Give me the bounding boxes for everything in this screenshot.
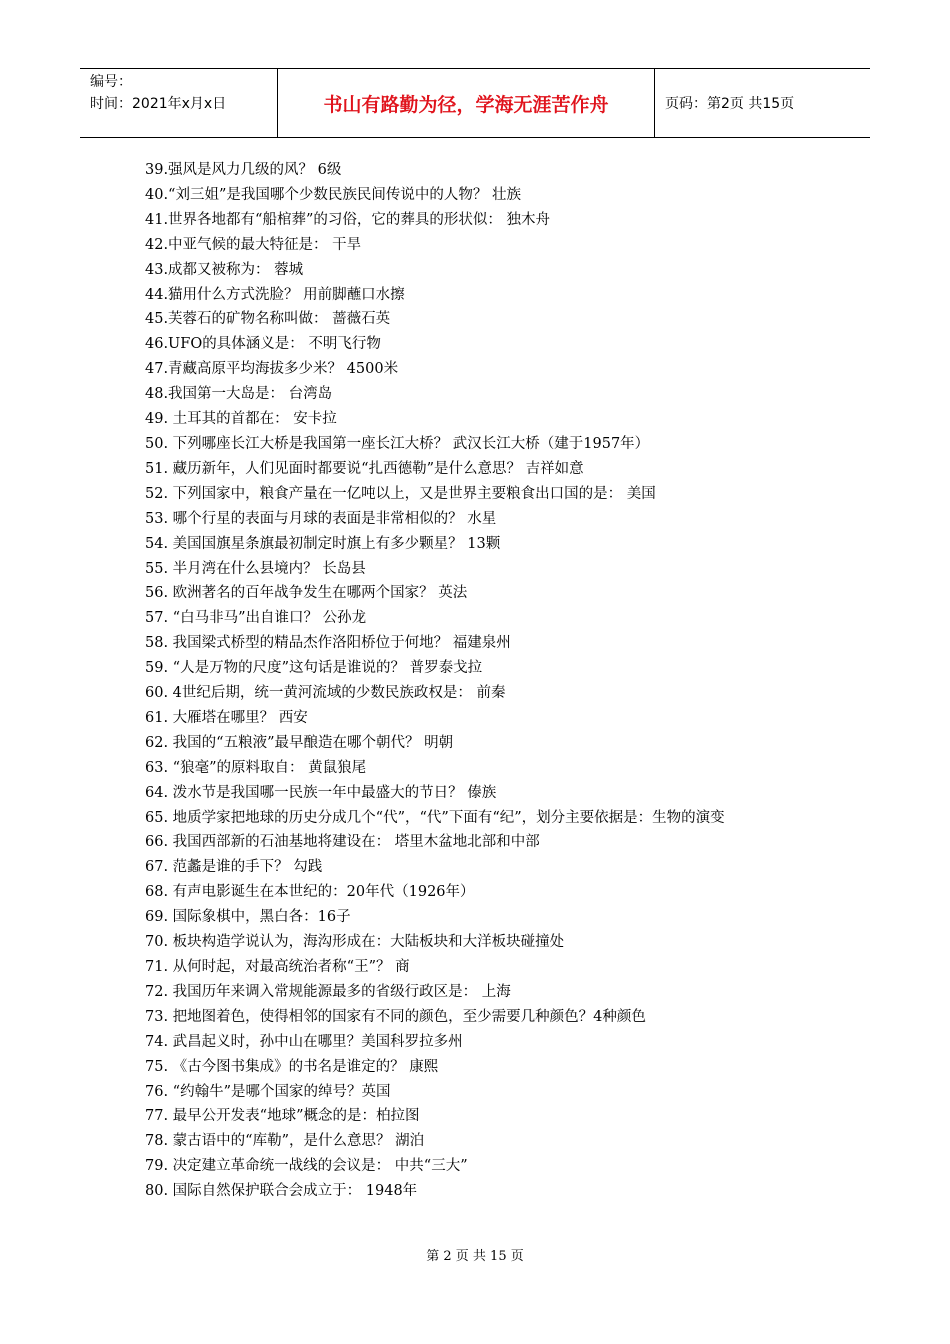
qa-line: 47.青藏高原平均海拔多少米？ 4500米 (145, 361, 399, 378)
qa-line: 69. 国际象棋中，黑白各：16子 (145, 909, 351, 926)
qa-line: 71. 从何时起，对最高统治者称“王”？ 商 (145, 959, 410, 975)
qa-line: 43.成都又被称为： 蓉城 (145, 261, 304, 278)
qa-line: 60. 4世纪后期，统一黄河流域的少数民族政权是： 前秦 (145, 685, 506, 702)
qa-line: 49. 土耳其的首都在： 安卡拉 (145, 411, 337, 428)
qa-line: 79. 决定建立革命统一战线的会议是： 中共“三大” (145, 1158, 468, 1175)
qa-line: 39.强风是风力几级的风？ 6级 (145, 162, 342, 178)
qa-line: 56. 欧洲著名的百年战争发生在哪两个国家？ 英法 (145, 585, 468, 602)
header-page-label: 页码：第2页 共15页 (665, 96, 795, 112)
qa-line: 72. 我国历年来调入常规能源最多的省级行政区是： 上海 (145, 983, 511, 1000)
qa-line: 65. 地质学家把地球的历史分成几个“代”，“代”下面有“纪”，划分主要依据是：生物的演变 (145, 809, 725, 826)
qa-line: 48.我国第一大岛是： 台湾岛 (145, 386, 333, 403)
qa-line: 64. 泼水节是我国哪一民族一年中最盛大的节日？ 傣族 (145, 784, 497, 801)
qa-line: 70. 板块构造学说认为，海沟形成在：大陆板块和大洋板块碰撞处 (145, 934, 565, 951)
number-label: 编号： (90, 74, 132, 90)
qa-line: 68. 有声电影诞生在本世纪的：20年代（1926年） (145, 884, 475, 901)
time-label: 时间：2021年x月x日 (90, 96, 227, 112)
qa-line: 44.猫用什么方式洗脸？ 用前脚蘸口水擦 (145, 286, 405, 303)
page-header (80, 68, 870, 138)
qa-line: 40.“刘三姐”是我国哪个少数民族民间传说中的人物？ 壮族 (145, 186, 521, 203)
qa-line: 77. 最早公开发表“地球”概念的是：柏拉图 (145, 1108, 420, 1125)
qa-line: 53. 哪个行星的表面与月球的表面是非常相似的？ 水星 (145, 510, 497, 527)
qa-line: 55. 半月湾在什么县境内？ 长岛县 (145, 560, 366, 577)
header-info-cell (80, 69, 278, 137)
qa-line: 67. 范蠡是谁的手下？ 勾践 (145, 859, 323, 876)
qa-line: 50. 下列哪座长江大桥是我国第一座长江大桥？ 武汉长江大桥（建于1957年） (145, 435, 650, 452)
qa-line: 63. “狼毫”的原料取自： 黄鼠狼尾 (145, 759, 367, 776)
qa-line: 62. 我国的“五粮液”最早酿造在哪个朝代？ 明朝 (145, 734, 454, 751)
qa-line: 76. “约翰牛”是哪个国家的绰号？英国 (145, 1083, 391, 1100)
qa-line: 42.中亚气候的最大特征是： 干旱 (145, 236, 362, 253)
document-body (145, 158, 810, 1204)
qa-line: 45.芙蓉石的矿物名称叫做： 蔷薇石英 (145, 311, 391, 328)
qa-line: 73. 把地图着色，使得相邻的国家有不同的颜色，至少需要几种颜色？4种颜色 (145, 1008, 646, 1025)
page-footer: 第 2 页 共 15 页 (426, 1249, 524, 1264)
qa-line: 75. 《古今图书集成》的书名是谁定的？ 康熙 (145, 1058, 439, 1075)
qa-line: 66. 我国西部新的石油基地将建设在： 塔里木盆地北部和中部 (145, 834, 540, 851)
qa-line: 57. “白马非马”出自谁口？ 公孙龙 (145, 610, 367, 627)
qa-line: 54. 美国国旗星条旗最初制定时旗上有多少颗星？ 13颗 (145, 535, 501, 552)
qa-line: 74. 武昌起义时，孙中山在哪里？美国科罗拉多州 (145, 1033, 463, 1050)
qa-line: 59. “人是万物的尺度”这句话是谁说的？ 普罗泰戈拉 (145, 660, 483, 677)
qa-line: 46.UFO的具体涵义是： 不明飞行物 (145, 336, 381, 353)
qa-line: 51. 藏历新年，人们见面时都要说“扎西德勒”是什么意思？ 吉祥如意 (145, 460, 584, 477)
header-motto: 书山有路勤为径，学海无涯苦作舟 (278, 69, 655, 137)
qa-line: 41.世界各地都有“船棺葬”的习俗，它的葬具的形状似： 独木舟 (145, 211, 550, 228)
qa-line: 61. 大雁塔在哪里？ 西安 (145, 709, 308, 726)
qa-line: 80. 国际自然保护联合会成立于： 1948年 (145, 1183, 418, 1200)
qa-line: 52. 下列国家中，粮食产量在一亿吨以上，又是世界主要粮食出口国的是： 美国 (145, 485, 656, 502)
qa-line: 58. 我国梁式桥型的精品杰作洛阳桥位于何地？ 福建泉州 (145, 635, 511, 652)
qa-line: 78. 蒙古语中的“库勒”，是什么意思？ 湖泊 (145, 1133, 425, 1150)
